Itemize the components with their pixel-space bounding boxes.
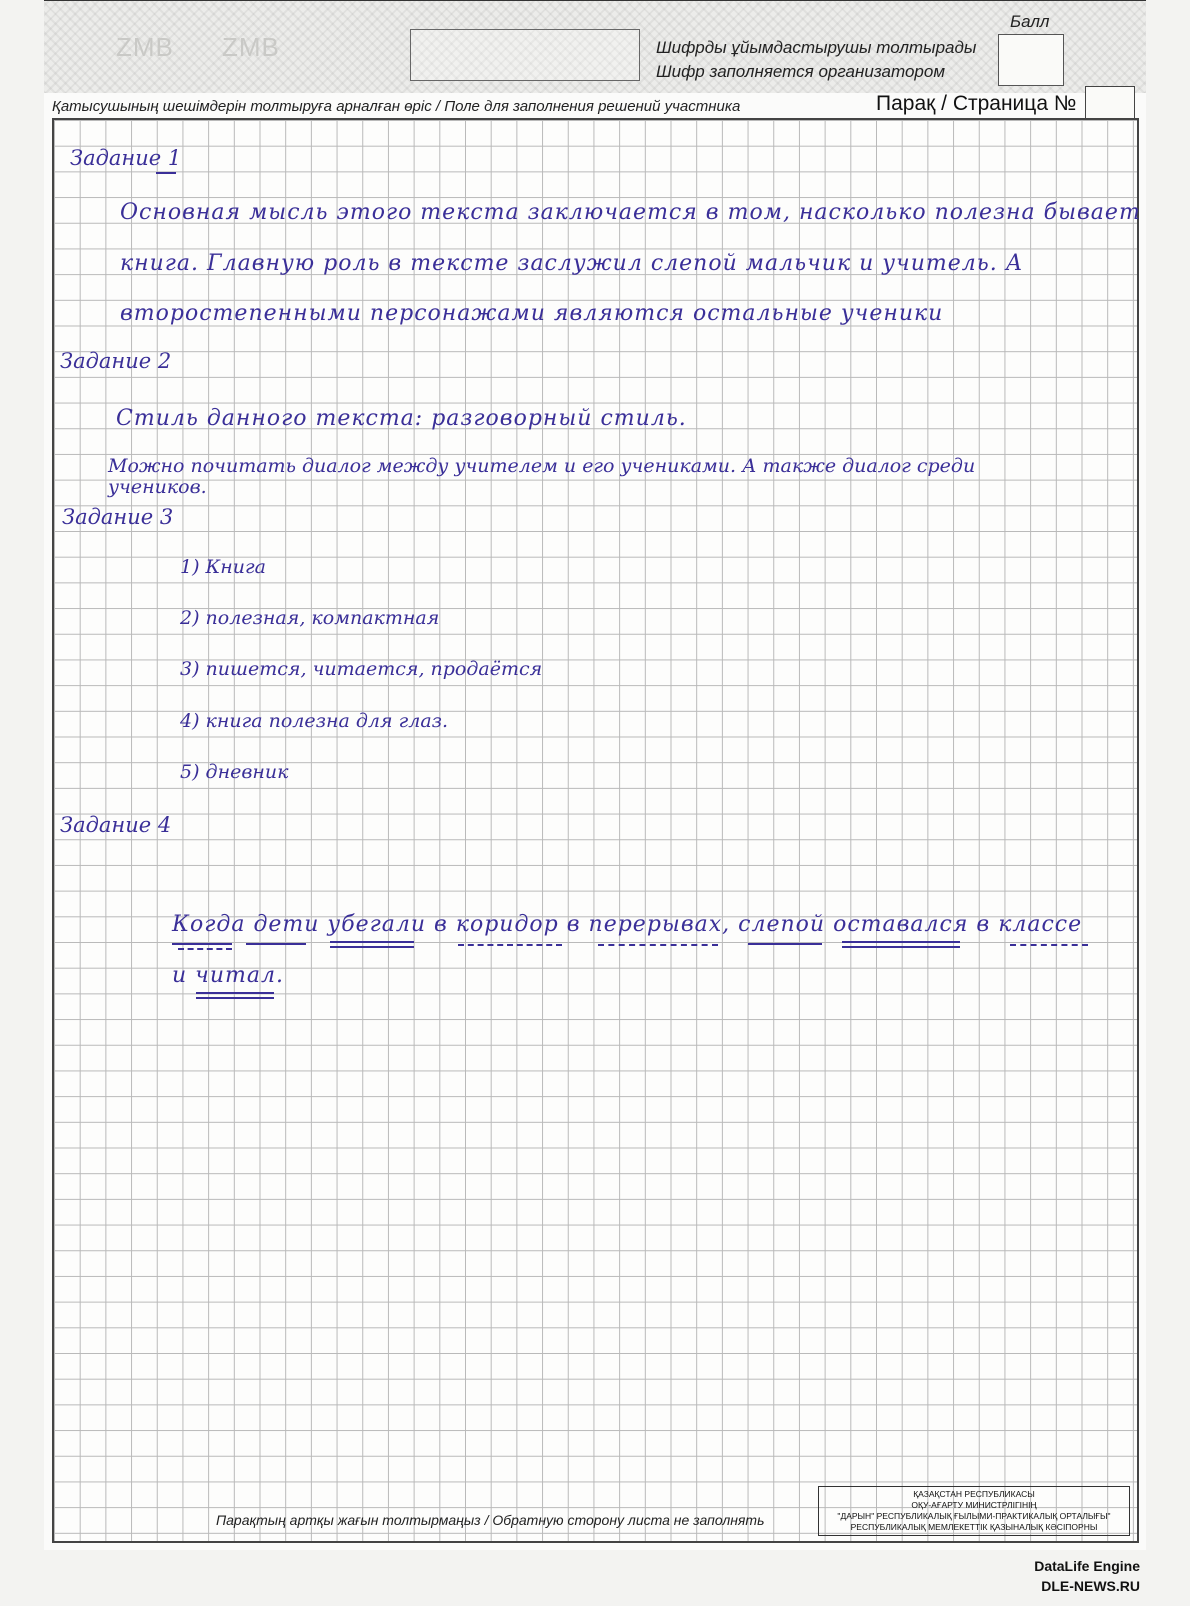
task2-heading: Задание 2 [60,349,172,373]
underline-predicate [842,946,960,948]
stamp-line: "ДАРЫН" РЕСПУБЛИКАЛЫҚ ҒЫЛЫМИ-ПРАКТИКАЛЫҚ ОРТАЛЫҒЫ" [837,1511,1111,1521]
organization-stamp [818,1486,1130,1536]
underline-predicate [330,941,414,943]
task1-line: второстепенными персонажами являются остальные ученики [120,301,944,326]
score-field[interactable] [998,34,1064,86]
task3-heading: Задание 3 [62,505,174,529]
underline-adverbial [1010,944,1088,946]
stamp-line: РЕСПУБЛИКАЛЫҚ МЕМЛЕКЕТТІК ҚАЗЫНАЛЫҚ КӘСІПОРНЫ [850,1522,1098,1532]
task2-line: Можно почитать диалог между учителем и его учениками. А также диалог среди [108,455,976,477]
underline-predicate [330,946,414,948]
cipher-line-kz: Шифрды ұйымдастырушы толтырады [656,38,977,57]
underline-predicate [196,997,274,999]
task1-line: книга. Главную роль в тексте заслужил слепой мальчик и учитель. А [120,251,1024,276]
stamp-line: ОҚУ-АҒАРТУ МИНИСТРЛІГІНІҢ [911,1500,1037,1510]
underline-subject [246,943,306,945]
task3-item: 5) дневник [180,761,289,783]
underline-predicate [196,992,274,994]
task4-heading: Задание 4 [60,813,172,837]
site-watermark: DataLife Engine [1034,1558,1140,1574]
score-label: Балл [1010,12,1050,31]
underline-adverbial [598,944,718,946]
task2-line: учеников. [108,476,207,498]
cipher-instructions [656,36,976,84]
stamp-line: ҚАЗАҚСТАН РЕСПУБЛИКАСЫ [913,1489,1035,1499]
underline-subject [178,948,232,950]
underline-subject [748,943,822,945]
cipher-field[interactable] [410,29,640,81]
cipher-line-ru: Шифр заполняется организатором [656,62,945,81]
task3-item: 3) пишется, читается, продаётся [180,658,543,680]
site-watermark: DLE-NEWS.RU [1041,1578,1140,1594]
task3-item: 4) книга полезна для глаз. [180,710,449,732]
page-number-label: Парақ / Страница № [876,92,1077,115]
answer-field-label: Қатысушының шешімдерін толтыруға арналған өріс / Поле для заполнения решений участника [52,98,741,115]
answer-grid[interactable] [52,118,1139,1543]
footer-note: Парақтың артқы жағын толтырмаңыз / Обратную сторону листа не заполнять [216,1512,765,1528]
task1-line: Основная мысль этого текста заключается в том, насколько полезна бывает [120,200,1141,225]
page-number-field[interactable] [1085,86,1135,120]
task4-line: и читал. [172,963,284,988]
underline-subject [172,943,232,945]
underline-predicate [842,941,960,943]
task1-heading: Задание 1 [70,146,182,170]
task3-item: 1) Книга [180,556,266,578]
watermark-text: ZMB [222,32,280,62]
task4-line: Когда дети убегали в коридор в перерывах, слепой оставался в классе [172,912,1083,937]
watermark-text: ZMB [116,32,174,62]
underline-adverbial [458,944,562,946]
task2-line: Стиль данного текста: разговорный стиль. [116,406,687,431]
task3-item: 2) полезная, компактная [180,607,440,629]
